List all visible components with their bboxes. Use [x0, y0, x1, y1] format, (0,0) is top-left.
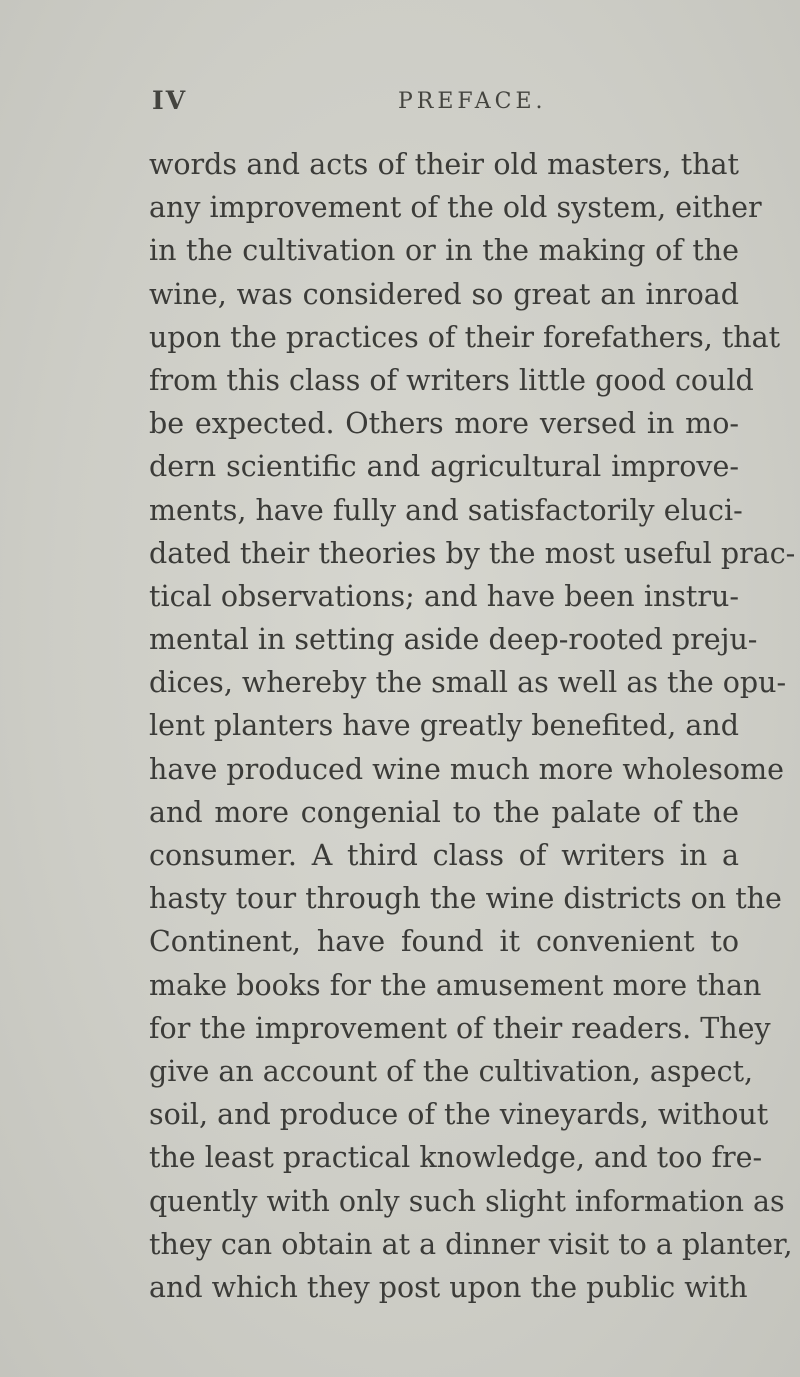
- text-line: they can obtain at a dinner visit to a planter,: [149, 1227, 793, 1261]
- page-number: IV: [152, 86, 188, 115]
- text-line: Continent, have found it convenient to: [149, 925, 739, 959]
- text-line: mental in setting aside deep-rooted preju-: [149, 623, 758, 657]
- page-header: [0, 86, 800, 126]
- text-line: the least practical knowledge, and too fre-: [149, 1141, 763, 1175]
- text-line: dated their theories by the most useful prac-: [149, 536, 796, 570]
- text-line: be expected. Others more versed in mo-: [149, 407, 739, 441]
- running-head: PREFACE.: [398, 89, 547, 114]
- text-line: ments, have fully and satisfactorily eluci-: [149, 493, 743, 527]
- text-line: hasty tour through the wine districts on the: [149, 882, 782, 916]
- text-line: words and acts of their old masters, that: [149, 148, 739, 181]
- body-text: [149, 143, 796, 1309]
- text-line: give an account of the cultivation, aspect,: [149, 1054, 754, 1088]
- text-line: make books for the amusement more than: [149, 968, 762, 1002]
- text-line: from this class of writers little good could: [149, 363, 754, 397]
- text-line: consumer. A third class of writers in a: [149, 839, 739, 872]
- text-line: dices, whereby the small as well as the opu-: [149, 666, 787, 700]
- text-line: tical observations; and have been instru-: [149, 579, 739, 613]
- text-line: any improvement of the old system, either: [149, 191, 762, 225]
- text-line: wine, was considered so great an inroad: [149, 277, 739, 311]
- text-line: soil, and produce of the vineyards, without: [149, 1098, 769, 1132]
- text-line: in the cultivation or in the making of the: [149, 234, 739, 268]
- text-line: quently with only such slight information as: [149, 1184, 785, 1218]
- text-line: dern scientific and agricultural improve-: [149, 450, 739, 484]
- text-line: have produced wine much more wholesome: [149, 752, 784, 786]
- text-line: for the improvement of their readers. They: [149, 1011, 771, 1045]
- text-line: upon the practices of their forefathers, that: [149, 320, 781, 354]
- text-line: lent planters have greatly benefited, and: [149, 709, 739, 743]
- text-line: and more congenial to the palate of the: [149, 795, 739, 829]
- text-line: and which they post upon the public with: [149, 1270, 748, 1304]
